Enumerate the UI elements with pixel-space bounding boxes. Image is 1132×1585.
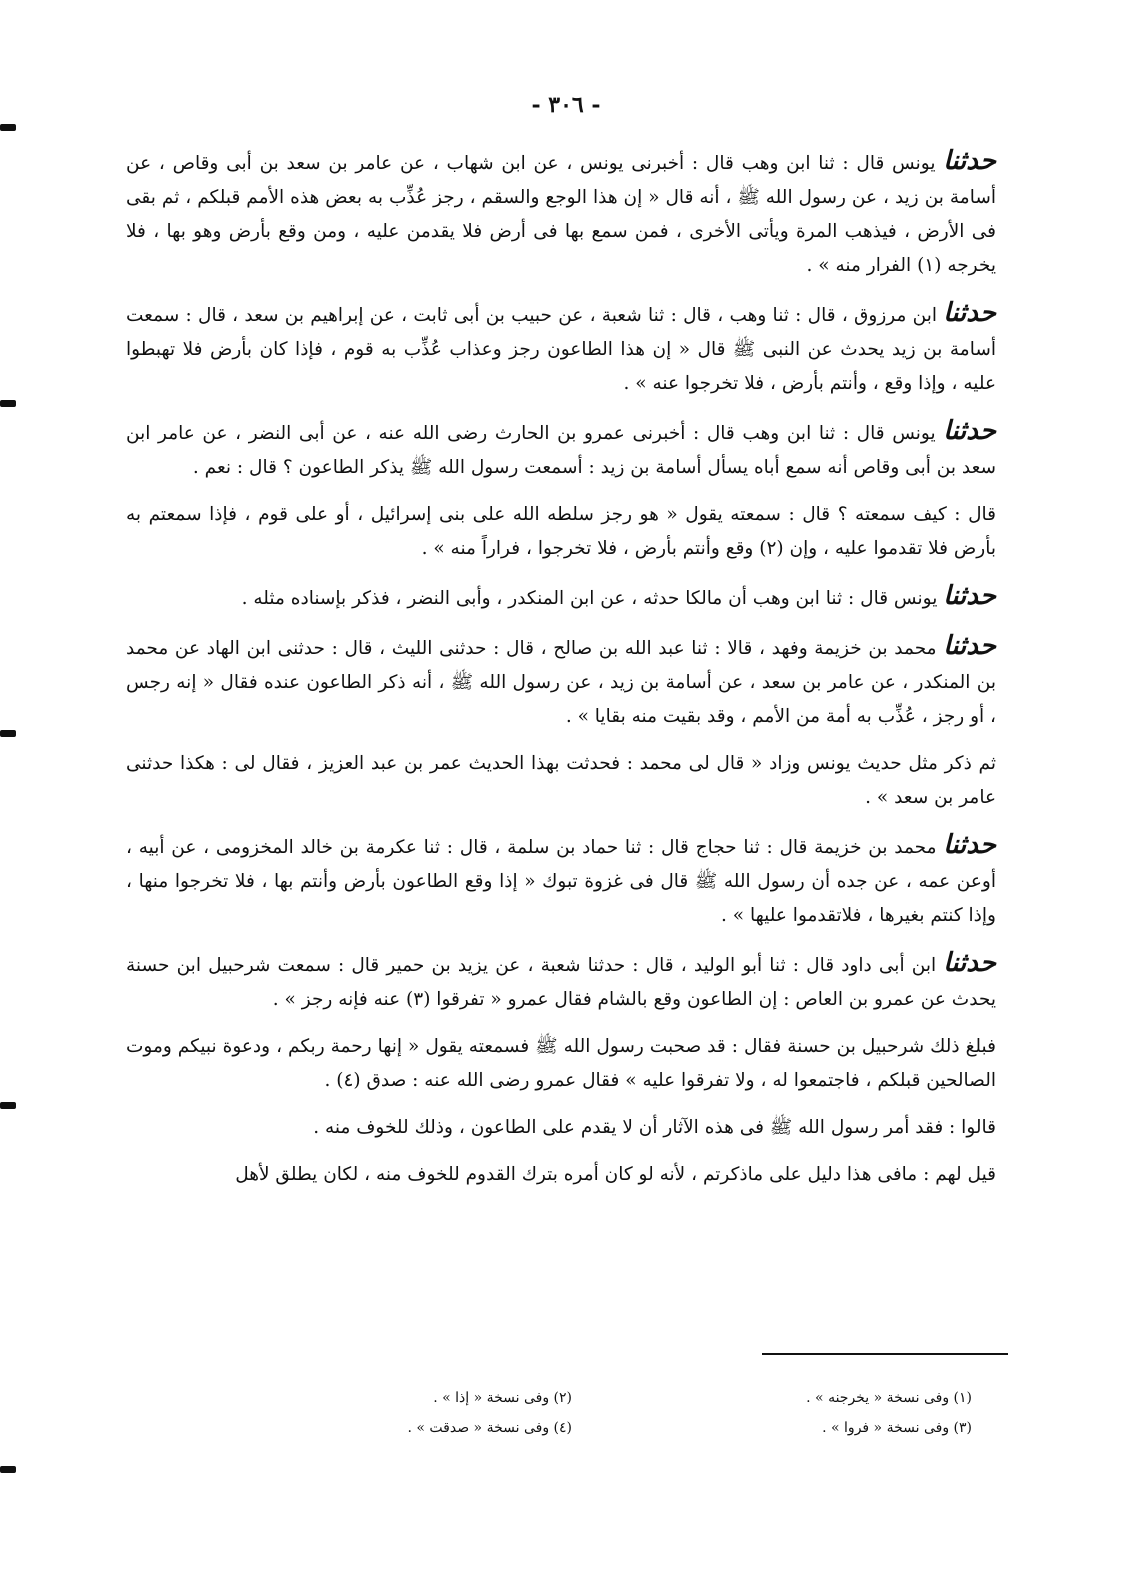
paragraph xyxy=(126,498,996,566)
paragraph xyxy=(126,828,996,933)
hadith-opener: حدثنا xyxy=(943,581,996,611)
binding-mark xyxy=(0,124,16,131)
binding-mark xyxy=(0,730,16,737)
footnote-divider xyxy=(762,1353,1008,1355)
paragraph xyxy=(126,946,996,1017)
binding-mark xyxy=(0,400,16,407)
paragraph-text: قيل لهم : مافى هذا دليل على ماذكرتم ، لأنه لو كان أمره بترك القدوم للخوف منه ، لكان يطلق لأهل xyxy=(235,1164,996,1185)
footnote-1: (١) وفى نسخة « يخرجنه » . xyxy=(806,1390,972,1406)
hadith-opener: حدثنا xyxy=(943,948,996,978)
paragraph-text: فبلغ ذلك شرحبيل بن حسنة فقال : قد صحبت رسول الله ﷺ فسمعته يقول « إنها رحمة ربكم ، ودعوة نبيكم وموت الصالحين قبلكم ، فاجتمعوا له ، ولا تفرقوا عليه » فقال عمرو رضى الله عنه : صدق (٤) . xyxy=(126,1036,996,1091)
paragraph-text: قالوا : فقد أمر رسول الله ﷺ فى هذه الآثار أن لا يقدم على الطاعون ، وذلك للخوف منه . xyxy=(313,1117,996,1138)
paragraph xyxy=(126,296,996,401)
paragraph-text: ابن أبى داود قال : ثنا أبو الوليد ، قال : حدثنا شعبة ، عن يزيد بن حمير قال : سمعت شرحبيل ابن حسنة يحدث عن عمرو بن العاص : إن الطاعون وقع بالشام فقال عمرو « تفرقوا (٣) عنه فإنه رجز » . xyxy=(126,955,996,1010)
hadith-opener: حدثنا xyxy=(943,146,996,176)
paragraph-text: ابن مرزوق ، قال : ثنا وهب ، قال : ثنا شعبة ، عن حبيب بن أبى ثابت ، عن إبراهيم بن سعد ، قال : سمعت أسامة بن زيد يحدث عن النبى ﷺ قال « إن هذا الطاعون رجز وعذاب عُذِّب به قوم ، فإذا كان بأرض فلا تهبطوا عليه ، وإذا وقع ، وأنتم بأرض ، فلا تخرجوا عنه » . xyxy=(126,305,996,394)
paragraph-text: قال : كيف سمعته ؟ قال : سمعته يقول « هو رجز سلطه الله على بنى إسرائيل ، أو على قوم ، فإذا سمعتم به بأرض فلا تقدموا عليه ، وإن (٢) وقع وأنتم بأرض ، فلا تخرجوا ، فراراً منه » . xyxy=(126,504,996,559)
paragraph-text: محمد بن خزيمة قال : ثنا حجاج قال : ثنا حماد بن سلمة ، قال : ثنا عكرمة بن خالد المخزومى ، عن أبيه ، أوعن عمه ، عن جده أن رسول الله ﷺ قال فى غزوة تبوك « إذا وقع الطاعون بأرض وأنتم بها ، فلا تخرجوا منها ، وإذا كنتم بغيرها ، فلاتقدموا عليها » . xyxy=(126,837,996,926)
paragraph xyxy=(126,414,996,485)
paragraph-text: يونس قال : ثنا ابن وهب قال : أخبرنى يونس ، عن ابن شهاب ، عن عامر بن سعد بن أبى وقاص ، عن أسامة بن زيد ، عن رسول الله ﷺ ، أنه قال « إن هذا الوجع والسقم ، رجز عُذِّب به بعض هذه الأمم قبلكم ، ثم بقى فى الأرض ، فيذهب المرة ويأتى الأخرى ، فمن سمع بها فى أرض فلا يقدمن عليه ، ومن وقع بأرض وهو بها ، فلا يخرجه (١) الفرار منه » . xyxy=(126,153,996,276)
page-number: - ٣٠٦ - xyxy=(531,92,601,118)
paragraph xyxy=(126,1030,996,1098)
binding-mark xyxy=(0,1102,16,1109)
paragraph xyxy=(126,579,996,616)
hadith-opener: حدثنا xyxy=(943,416,996,446)
hadith-opener: حدثنا xyxy=(943,631,996,661)
footnote-3: (٣) وفى نسخة « فروا » . xyxy=(822,1420,972,1436)
paragraph-text: يونس قال : ثنا ابن وهب قال : أخبرنى عمرو بن الحارث رضى الله عنه ، عن أبى النضر ، عن عامر ابن سعد بن أبى وقاص أنه سمع أباه يسأل أسامة بن زيد : أسمعت رسول الله ﷺ يذكر الطاعون ؟ قال : نعم . xyxy=(126,423,996,478)
paragraph-text: يونس قال : ثنا ابن وهب أن مالكا حدثه ، عن ابن المنكدر ، وأبى النضر ، فذكر بإسناده مثله . xyxy=(241,588,938,609)
footnote-4: (٤) وفى نسخة « صدقت » . xyxy=(407,1420,572,1436)
hadith-opener: حدثنا xyxy=(943,298,996,328)
paragraph xyxy=(126,629,996,734)
paragraph xyxy=(126,747,996,815)
paragraph-text: ثم ذكر مثل حديث يونس وزاد « قال لى محمد : فحدثت بهذا الحديث عمر بن عبد العزيز ، فقال لى : هكذا حدثنى عامر بن سعد » . xyxy=(126,753,996,808)
footnote-2: (٢) وفى نسخة « إذا » . xyxy=(433,1390,572,1406)
paragraph xyxy=(126,1111,996,1145)
main-text xyxy=(126,144,996,1205)
paragraph xyxy=(126,144,996,283)
binding-mark xyxy=(0,1466,16,1473)
paragraph xyxy=(126,1158,996,1192)
hadith-opener: حدثنا xyxy=(943,830,996,860)
paragraph-text: محمد بن خزيمة وفهد ، قالا : ثنا عبد الله بن صالح ، قال : حدثنى الليث ، قال : حدثنى ابن الهاد عن محمد بن المنكدر ، عن عامر بن سعد ، عن أسامة بن زيد ، عن رسول الله ﷺ ، أنه ذكر الطاعون عنده فقال « إنه رجس ، أو رجز ، عُذِّب به أمة من الأمم ، وقد بقيت منه بقايا » . xyxy=(126,638,996,727)
